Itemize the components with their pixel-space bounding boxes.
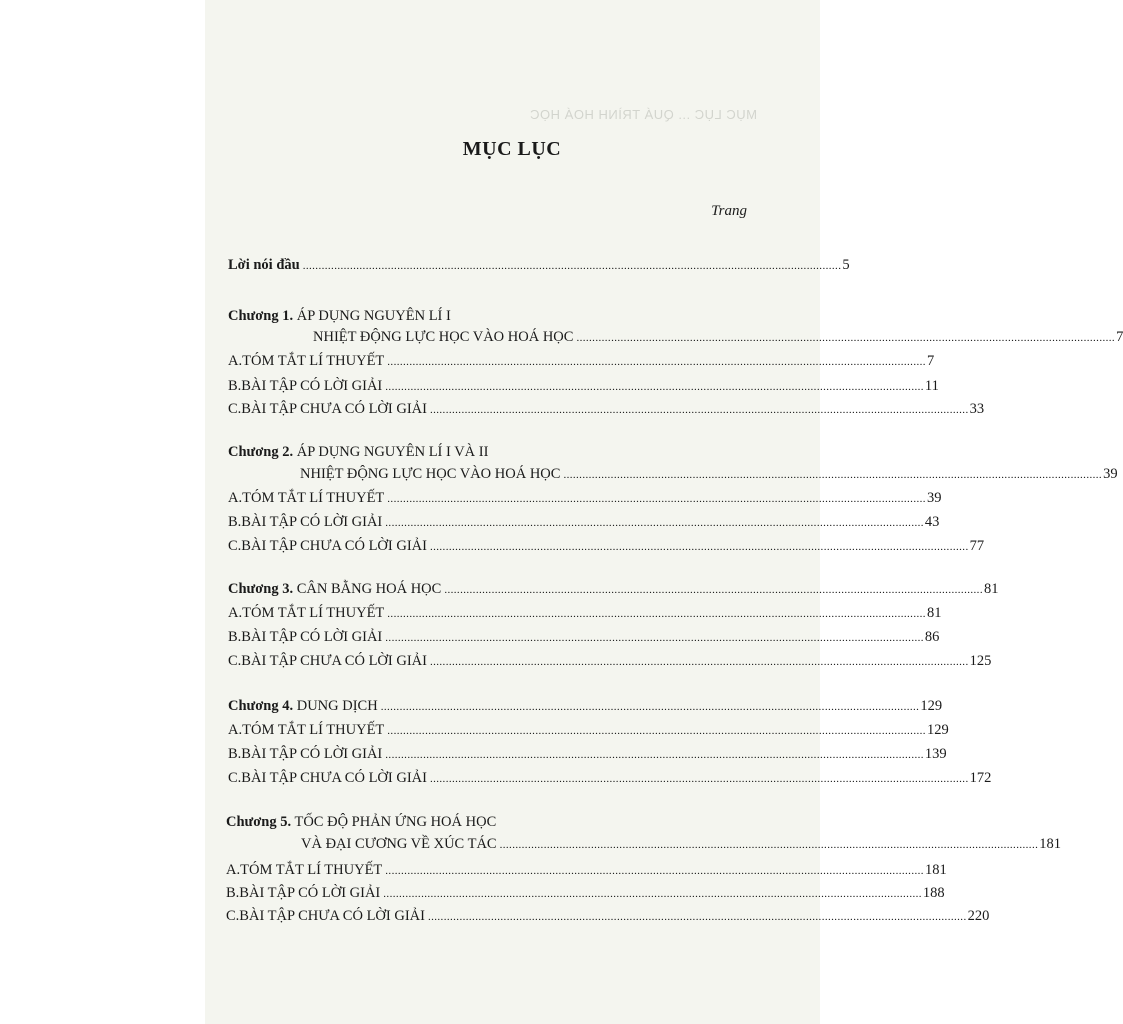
section-letter: C. <box>226 908 240 924</box>
toc-section <box>228 377 939 395</box>
section-label: BÀI TẬP CÓ LỜI GIẢI <box>241 514 383 530</box>
dot-leader: ........................................................................................................................................................................... <box>499 839 1039 851</box>
toc-entry-page: 172 <box>969 770 992 786</box>
section-label: BÀI TẬP CHƯA CÓ LỜI GIẢI <box>241 653 427 669</box>
toc-entry-page: 39 <box>1103 466 1118 482</box>
section-letter: B. <box>228 514 242 530</box>
page-column-label: Trang <box>711 203 747 219</box>
toc-entry-page: 129 <box>926 722 949 738</box>
dot-leader: ........................................................................................................................................................................... <box>387 608 926 620</box>
toc-entry-page: 86 <box>924 629 940 645</box>
section-label: BÀI TẬP CHƯA CÓ LỜI GIẢI <box>239 908 425 924</box>
dot-leader: ........................................................................................................................................................................... <box>385 749 924 761</box>
toc-section <box>228 745 947 763</box>
dot-leader: ........................................................................................................................................................................... <box>302 260 842 272</box>
toc-section <box>226 907 990 925</box>
section-label: BÀI TẬP CÓ LỜI GIẢI <box>241 629 383 645</box>
section-label: TÓM TẮT LÍ THUYẾT <box>242 722 385 738</box>
section-label: TÓM TẮT LÍ THUYẾT <box>242 605 385 621</box>
toc-entry-page: 125 <box>969 653 992 669</box>
section-label: TÓM TẮT LÍ THUYẾT <box>240 862 383 878</box>
dot-leader: ........................................................................................................................................................................... <box>429 656 969 668</box>
toc-entry-page: 7 <box>926 353 935 369</box>
dot-leader: ........................................................................................................................................................................... <box>576 332 1116 344</box>
section-letter: C. <box>228 401 242 417</box>
dot-leader: ........................................................................................................................................................................... <box>429 404 969 416</box>
chapter-prefix: Chương 2. <box>228 444 294 460</box>
dot-leader: ........................................................................................................................................................................... <box>385 517 924 529</box>
chapter-prefix: Chương 3. <box>228 581 294 597</box>
chapter-title: DUNG DỊCH <box>296 698 378 714</box>
section-letter: A. <box>228 490 243 506</box>
section-letter: A. <box>228 722 243 738</box>
toc-section <box>226 884 945 902</box>
section-letter: C. <box>228 653 242 669</box>
toc-entry-page: 77 <box>969 538 985 554</box>
chapter-heading <box>228 443 488 461</box>
chapter-prefix: Chương 5. <box>226 814 292 830</box>
section-label: BÀI TẬP CÓ LỜI GIẢI <box>241 378 383 394</box>
toc-entry-page: 7 <box>1116 329 1123 345</box>
section-letter: B. <box>228 629 242 645</box>
dot-leader: ........................................................................................................................................................................... <box>387 356 926 368</box>
toc-entry-intro <box>228 256 850 274</box>
chapter-title-line: NHIỆT ĐỘNG LỰC HỌC VÀO HOÁ HỌC ........................................................................................................................................................................... 39 <box>300 466 1118 482</box>
section-letter: A. <box>228 605 243 621</box>
toc-entry-page: 5 <box>842 257 850 273</box>
chapter-title: ÁP DỤNG NGUYÊN LÍ I <box>296 308 451 324</box>
toc-entry-page: 129 <box>920 698 943 714</box>
dot-leader: ........................................................................................................................................................................... <box>380 701 920 713</box>
toc-entry-page: 181 <box>1039 836 1062 852</box>
toc-entry-page: 43 <box>924 514 940 530</box>
section-letter: B. <box>228 378 242 394</box>
toc-section <box>228 604 942 622</box>
toc-entry-page: 220 <box>967 908 990 924</box>
toc-section <box>228 652 992 670</box>
section-label: BÀI TẬP CÓ LỜI GIẢI <box>239 885 381 901</box>
page-title: MỤC LỤC <box>462 138 562 160</box>
section-label: BÀI TẬP CHƯA CÓ LỜI GIẢI <box>241 401 427 417</box>
chapter-heading <box>228 307 451 325</box>
section-label: BÀI TẬP CHƯA CÓ LỜI GIẢI <box>241 538 427 554</box>
toc-entry-page: 81 <box>983 581 999 597</box>
toc-section <box>226 861 947 879</box>
chapter-heading <box>226 813 496 831</box>
section-letter: A. <box>228 353 243 369</box>
chapter-title-line: VÀ ĐẠI CƯƠNG VỀ XÚC TÁC ........................................................................................................................................................................... 181 <box>301 836 1062 852</box>
section-letter: B. <box>226 885 240 901</box>
chapter-heading <box>228 580 999 598</box>
toc-section <box>228 769 992 787</box>
dot-leader: ........................................................................................................................................................................... <box>387 493 926 505</box>
dot-leader: ........................................................................................................................................................................... <box>387 725 926 737</box>
toc-section <box>228 352 935 370</box>
section-letter: C. <box>228 770 242 786</box>
toc-section <box>228 400 985 418</box>
toc-entry-page: 81 <box>926 605 942 621</box>
toc-entry-page: 33 <box>969 401 985 417</box>
toc-entry-page: 39 <box>926 490 942 506</box>
section-letter: A. <box>226 862 241 878</box>
section-label: BÀI TẬP CHƯA CÓ LỜI GIẢI <box>241 770 427 786</box>
chapter-title: CÂN BẰNG HOÁ HỌC <box>296 581 442 597</box>
bleed-through-text: MỤC LỤC ... QUÁ TRÌNH HOÁ HỌC <box>529 107 757 122</box>
chapter-title-line: NHIỆT ĐỘNG LỰC HỌC VÀO HOÁ HỌC ........................................................................................................................................................................... 7 <box>313 329 1123 345</box>
section-letter: C. <box>228 538 242 554</box>
dot-leader: ........................................................................................................................................................................... <box>383 888 922 900</box>
dot-leader: ........................................................................................................................................................................... <box>563 469 1103 481</box>
toc-entry-label: Lời nói đầu <box>228 257 300 273</box>
chapter-title: ÁP DỤNG NGUYÊN LÍ I VÀ II <box>296 444 489 460</box>
section-label: TÓM TẮT LÍ THUYẾT <box>242 490 385 506</box>
toc-section <box>228 721 949 739</box>
chapter-prefix: Chương 4. <box>228 698 294 714</box>
section-label: TÓM TẮT LÍ THUYẾT <box>242 353 385 369</box>
dot-leader: ........................................................................................................................................................................... <box>429 773 969 785</box>
dot-leader: ........................................................................................................................................................................... <box>444 584 983 596</box>
chapter-prefix: Chương 1. <box>228 308 294 324</box>
toc-entry-page: 188 <box>922 885 945 901</box>
toc-entry-page: 181 <box>924 862 947 878</box>
chapter-title: TỐC ĐỘ PHẢN ỨNG HOÁ HỌC <box>294 814 497 830</box>
dot-leader: ........................................................................................................................................................................... <box>385 865 924 877</box>
toc-entry-page: 11 <box>924 378 939 394</box>
toc-section <box>228 513 940 531</box>
section-label: BÀI TẬP CÓ LỜI GIẢI <box>241 746 383 762</box>
dot-leader: ........................................................................................................................................................................... <box>427 911 967 923</box>
toc-section <box>228 537 985 555</box>
toc-section <box>228 628 940 646</box>
toc-section <box>228 489 942 507</box>
toc-entry-page: 139 <box>924 746 947 762</box>
dot-leader: ........................................................................................................................................................................... <box>385 632 924 644</box>
dot-leader: ........................................................................................................................................................................... <box>429 541 969 553</box>
section-letter: B. <box>228 746 242 762</box>
chapter-heading <box>228 697 943 715</box>
dot-leader: ........................................................................................................................................................................... <box>385 381 924 393</box>
